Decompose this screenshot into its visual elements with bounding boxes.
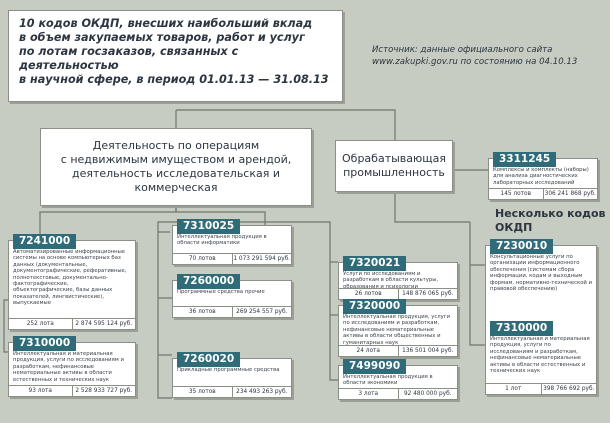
card-7310000 — [8, 337, 136, 397]
card-code: 7320000 — [343, 299, 406, 314]
card-code: 7499090 — [343, 359, 406, 374]
chart-title — [8, 10, 343, 102]
card-7260000 — [172, 275, 292, 318]
title-line-2: в объем закупаемых товаров, работ и услуг — [19, 31, 305, 44]
card-description: Консультационные услуги по организации информационного обеспечения (системам сбора информации, кодам и выходным формам, нормативно-технической и правовой обеспечению) — [490, 254, 593, 293]
card-code: 7320021 — [343, 256, 406, 271]
card-3311245 — [488, 153, 598, 200]
card-description: Программные средства прочие — [177, 289, 265, 295]
title-line-4: в научной сфере, в период 01.01.13 — 31.08.13 — [19, 73, 329, 86]
card-7241000 — [8, 235, 136, 330]
card-code: 7230010 — [490, 239, 553, 254]
card-lots: 93 лота — [28, 388, 52, 394]
card-lots: 3 лота — [358, 391, 379, 397]
card-lots: 252 лота — [26, 321, 54, 327]
category-manufacturing — [335, 140, 453, 192]
card-sum: 92 480 000 руб. — [398, 389, 458, 399]
card-code: 7260000 — [177, 274, 240, 289]
card-code: 7310025 — [177, 219, 240, 234]
card-code: 3311245 — [493, 152, 556, 167]
card-lots: 35 лотов — [188, 389, 216, 395]
card-group-several-codes — [485, 240, 597, 395]
card-lots: 24 лота — [356, 348, 380, 354]
card-sum: 306 241 868 руб. — [543, 189, 598, 199]
card-description: Прикладные программные средства — [177, 367, 280, 373]
card-description: Автоматизированные информационные системы на основе компьютерных баз данных (документальные, документографические, реферативные, полнотекстовые, документально-фактографические, объектографические, базы данных показателей, лингвистические), выпускаемые — [13, 249, 127, 307]
source-note — [372, 44, 604, 68]
card-lots: 26 лотов — [354, 291, 382, 297]
card-sum: 2 874 595 124 руб. — [72, 319, 136, 329]
card-7260020 — [172, 353, 292, 398]
source-line-2: www.zakupki.gov.ru по состоянию на 04.10.13 — [372, 57, 578, 67]
card-description: Интеллектуальная продукция в области экономики — [343, 374, 433, 387]
category-left-line-2: с недвижимым имуществом и арендой, — [60, 153, 292, 166]
card-sum: 1 073 291 594 руб. — [233, 256, 291, 262]
bottom-strip — [0, 412, 610, 423]
card-sum: 136 501 004 руб. — [398, 346, 458, 356]
card-description-second: Интеллектуальная и материальная продукция, услуги по исследованиям и разработкам, нефинансовые нематериальные активы в области естественных и технических наук — [490, 336, 590, 375]
card-sum: 2 528 933 727 руб. — [72, 386, 136, 396]
title-line-1: 10 кодов ОКДП, внесших наибольший вклад — [19, 17, 313, 30]
card-code: 7241000 — [13, 234, 76, 249]
card-description: Услуги по исследованиям и разработкам в области культуры, образования и психологии — [343, 271, 439, 290]
category-right-line-2: промышленность — [343, 166, 445, 179]
card-description: Интеллектуальная и материальная продукция, услуги по исследованиям и разработкам, нефинансовые нематериальные активы в области естественных и технических наук — [13, 351, 124, 383]
card-lots: 145 лотов — [500, 191, 531, 197]
card-sum: 148 876 065 руб. — [398, 289, 458, 299]
card-description: Комплексы и комплекты (наборы) для анализа диагностических лабораторных исследований — [493, 167, 589, 186]
card-lots: 70 лотов — [188, 256, 216, 262]
card-7320000 — [338, 300, 458, 357]
card-code: 7310000 — [13, 336, 76, 351]
card-sum: 398 766 692 руб. — [541, 384, 597, 394]
card-lots: 1 лот — [505, 386, 522, 392]
card-code: 7260020 — [177, 352, 240, 367]
card-description: Интеллектуальная продукция, услуги по исследованиям и разработкам, нефинансовые нематериальные активы в области общественных и гуманитарных наук — [343, 314, 451, 346]
card-7499090 — [338, 360, 458, 400]
category-real-estate-research — [40, 128, 312, 206]
card-7320021 — [338, 257, 458, 300]
card-code-second: 7310000 — [490, 321, 553, 336]
category-left-line-1: Деятельность по операциям — [92, 139, 260, 152]
card-sum: 269 254 557 руб. — [232, 307, 292, 317]
card-7310025 — [172, 220, 292, 265]
card-description: Интеллектуальная продукция в области информатики — [177, 234, 267, 247]
card-sum: 234 493 263 руб. — [232, 387, 292, 397]
card-lots: 36 лотов — [188, 309, 216, 315]
title-line-3: по лотам госзаказов, связанных с деятельностью — [19, 45, 239, 72]
category-right-line-1: Обрабатывающая — [342, 152, 446, 165]
subheading-several-codes: Несколько кодов ОКДП — [495, 207, 606, 234]
source-line-1: Источник: данные официального сайта — [372, 45, 553, 55]
category-left-line-3: деятельность исследовательская и коммерческая — [71, 167, 281, 194]
